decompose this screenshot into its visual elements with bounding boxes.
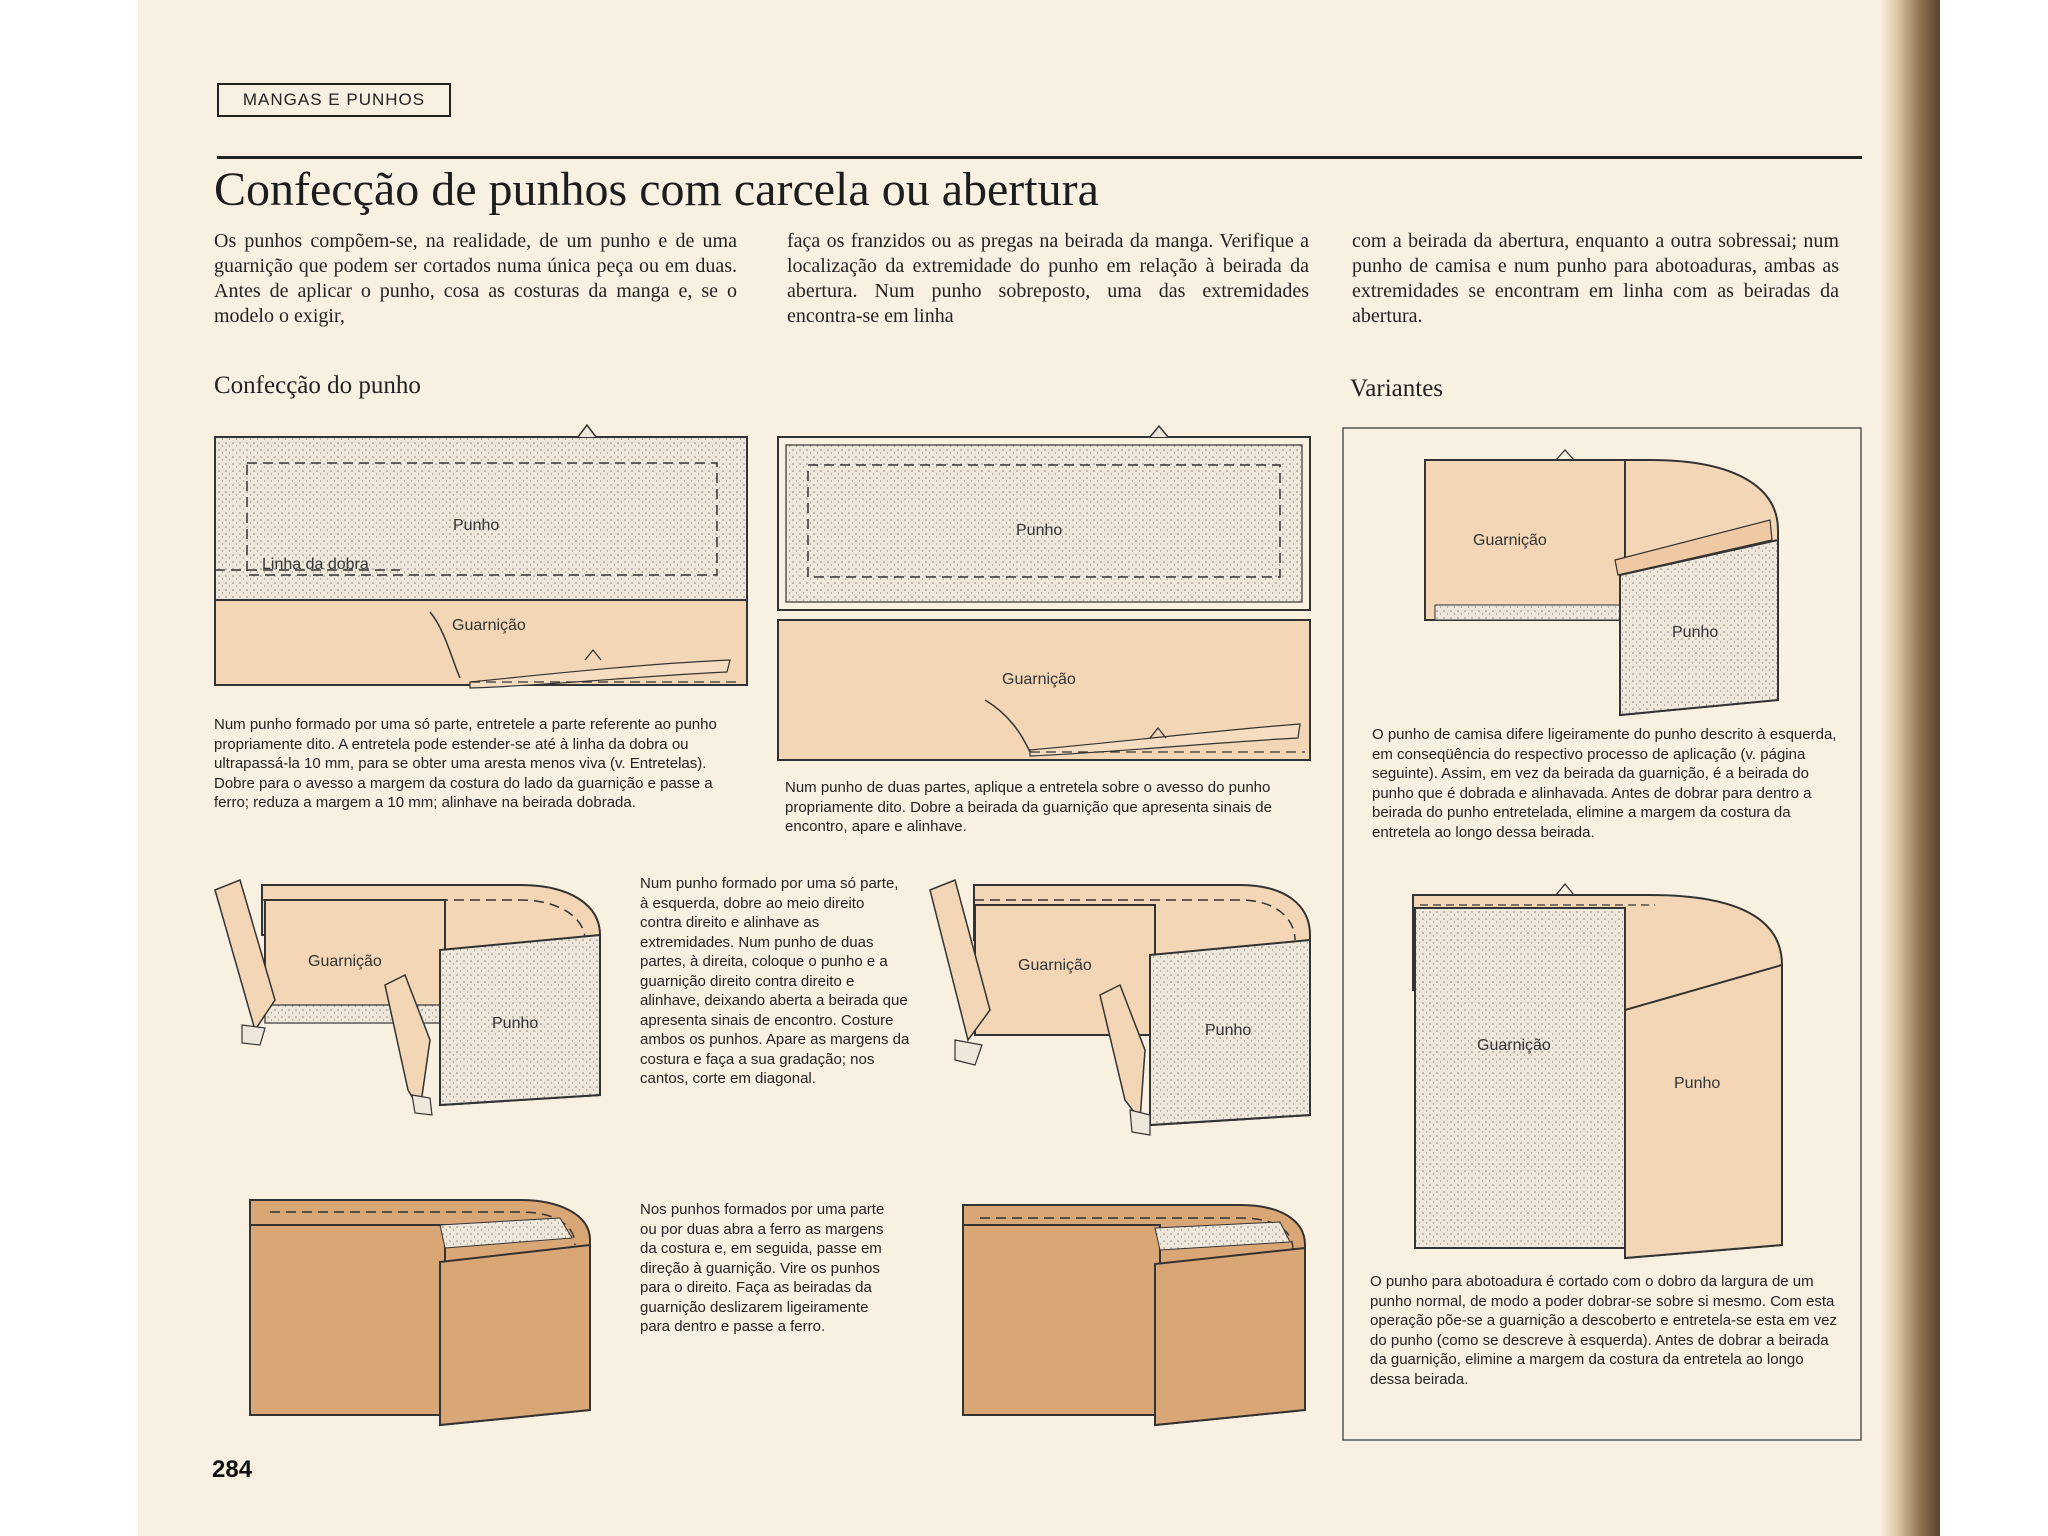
- caption-fig2: Num punho de duas partes, aplique a entretela sobre o avesso do punho propriamente dito. Dobre a beirada da guarnição que apresenta sinais de encontro, apare e alinhave.: [785, 779, 1272, 835]
- label-punho-3: Punho: [492, 1015, 539, 1032]
- caption-variante-1: O punho de camisa difere ligeiramente do punho descrito à esquerda, em conseqüência do respectivo processo de aplicação (v. página seguinte). Assim, em vez da beirada da guarnição, é a beirada do punho que é dobrada e alinhavada. Antes de dobrar para dentro a beirada do punho entretelada, elimine a margem da costura da entretela ao longo dessa beirada.: [1372, 726, 1837, 841]
- page-title: Confecção de punhos com carcela ou abertura: [214, 163, 1099, 216]
- fig1-one-piece-cuff: [215, 425, 747, 688]
- label-linha-dobra: Linha da dobra: [262, 556, 369, 573]
- label-guarnicao-3: Guarnição: [308, 953, 382, 970]
- label-guarnicao-v2: Guarnição: [1477, 1037, 1551, 1054]
- var2-cufflink-cuff: [1413, 884, 1782, 1258]
- subheading-variantes: Variantes: [1350, 375, 1444, 402]
- fig3-one-piece-folded: [215, 880, 600, 1115]
- var1-shirt-cuff: [1425, 450, 1778, 715]
- fig2-two-piece-cuff: [778, 426, 1310, 760]
- label-punho-2: Punho: [1016, 522, 1063, 539]
- label-punho-v1: Punho: [1672, 624, 1719, 641]
- fig3-two-piece-folded: [930, 880, 1310, 1135]
- label-guarnicao-v1: Guarnição: [1473, 532, 1547, 549]
- caption-fig3: Num punho formado por uma só parte, à esquerda, dobre ao meio direito contra direito e alinhave as extremidades. Num punho de duas partes, à direita, coloque o punho e a guarnição direito contra direito e alinhave, deixando aberta a beirada que apresenta sinais de encontro. Costure ambos os punhos. Apare as margens da costura e faça a sua gradação; nos cantos, corte em diagonal.: [640, 875, 910, 1087]
- caption-variante-2: O punho para abotoadura é cortado com o dobro da largura de um punho normal, de modo a poder dobrar-se sobre si mesmo. Com esta operação põe-se a guarnição a descoberto e entretela-se esta em vez do punho (como se descreve à esquerda). Antes de dobrar a beirada da guarnição, elimine a margem da costura da entretela ao longo dessa beirada.: [1370, 1273, 1837, 1388]
- label-punho-4: Punho: [1205, 1022, 1252, 1039]
- label-punho-v2: Punho: [1674, 1075, 1721, 1092]
- section-label: MANGAS E PUNHOS: [217, 83, 451, 117]
- caption-fig4: Nos punhos formados por uma parte ou por duas abra a ferro as margens da costura e, em seguida, passe em direção à guarnição. Vire os punhos para o direito. Faça as beiradas da guarnição deslizarem ligeiramente para dentro e passe a ferro.: [640, 1201, 885, 1335]
- label-punho-1: Punho: [453, 517, 500, 534]
- label-guarnicao-2: Guarnição: [1002, 671, 1076, 688]
- intro-column-2: faça os franzidos ou as pregas na beirada da manga. Verifique a localização da extremidade do punho em relação à beirada da abertura. Num punho sobreposto, uma das extremidades encontra-se em linha: [787, 230, 1309, 327]
- caption-fig1: Num punho formado por uma só parte, entretele a parte referente ao punho propriamente dito. A entretela pode estender-se até à linha da dobra ou ultrapassá-la 10 mm, para se obter uma aresta menos viva (v. Entretelas). Dobre para o avesso a margem da costura do lado da guarnição e passe a ferro; reduza a margem a 10 mm; alinhave na beirada dobrada.: [214, 716, 717, 811]
- intro-column-1: Os punhos compõem-se, na realidade, de um punho e de uma guarnição que podem ser cortados numa única peça ou em duas. Antes de aplicar o punho, cosa as costuras da manga e, se o modelo o exigir,: [214, 230, 737, 327]
- intro-column-3: com a beirada da abertura, enquanto a outra sobressai; num punho de camisa e num punho para abotoaduras, ambas as extremidades se encontram em linha com as beiradas da abertura.: [1352, 230, 1839, 327]
- label-guarnicao-4: Guarnição: [1018, 957, 1092, 974]
- subheading-confeccao: Confecção do punho: [214, 372, 421, 399]
- page-number: 284: [212, 1456, 253, 1483]
- label-guarnicao-1: Guarnição: [452, 617, 526, 634]
